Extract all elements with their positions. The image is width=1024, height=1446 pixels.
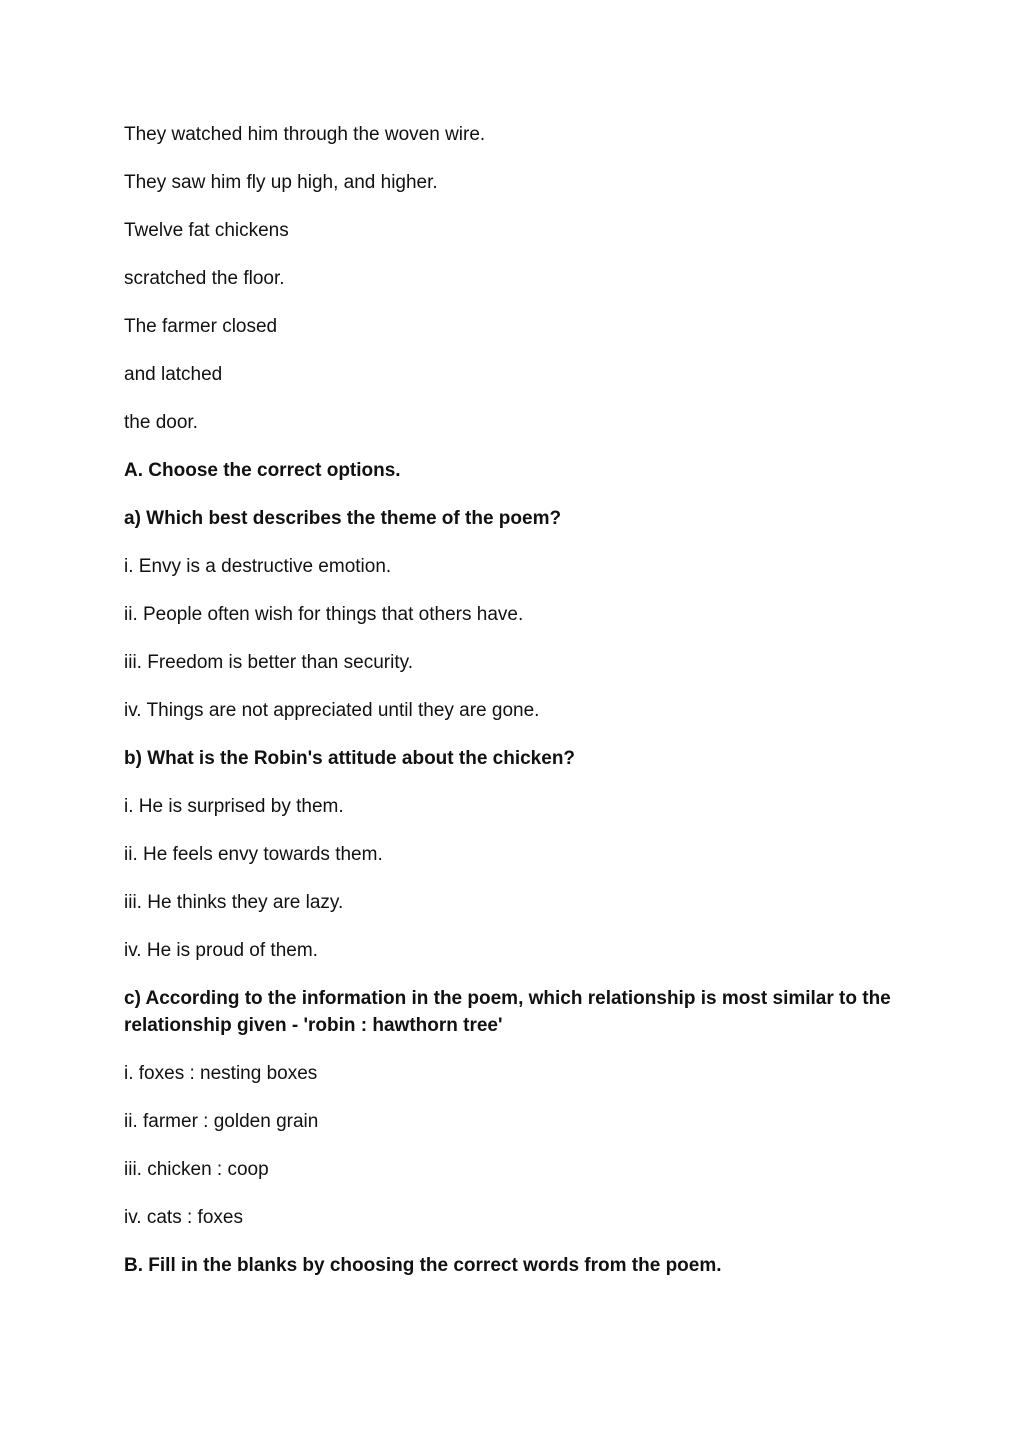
question-prompt: c) According to the information in the poem, which relationship is most similar to the relationship given - 'robin : hawthorn tree' — [124, 988, 891, 1036]
poem-line: They saw him fly up high, and higher. — [124, 172, 438, 193]
answer-option: i. He is surprised by them. — [124, 796, 344, 817]
answer-option: iii. Freedom is better than security. — [124, 652, 413, 673]
poem-line: The farmer closed — [124, 316, 278, 337]
question-prompt: a) Which best describes the theme of the poem? — [124, 508, 562, 529]
question-b — [124, 745, 914, 964]
poem-line: Twelve fat chickens — [124, 220, 289, 241]
answer-option: i. Envy is a destructive emotion. — [124, 556, 392, 577]
poem-excerpt — [124, 121, 914, 436]
answer-option: iii. chicken : coop — [124, 1159, 269, 1180]
answer-option: ii. He feels envy towards them. — [124, 844, 383, 865]
section-a — [124, 457, 914, 1231]
section-b — [124, 1252, 914, 1279]
answer-option: iv. cats : foxes — [124, 1207, 243, 1228]
section-a-heading: A. Choose the correct options. — [124, 460, 401, 481]
poem-line: the door. — [124, 412, 198, 433]
answer-option: iv. Things are not appreciated until they are gone. — [124, 700, 540, 721]
answer-option: ii. farmer : golden grain — [124, 1111, 319, 1132]
answer-option: iii. He thinks they are lazy. — [124, 892, 344, 913]
poem-line: scratched the floor. — [124, 268, 285, 289]
answer-option: iv. He is proud of them. — [124, 940, 318, 961]
poem-line: and latched — [124, 364, 223, 385]
section-b-heading: B. Fill in the blanks by choosing the correct words from the poem. — [124, 1255, 722, 1276]
poem-line: They watched him through the woven wire. — [124, 124, 486, 145]
answer-option: ii. People often wish for things that others have. — [124, 604, 524, 625]
question-c — [124, 985, 914, 1231]
question-prompt: b) What is the Robin's attitude about the chicken? — [124, 748, 576, 769]
question-a — [124, 505, 914, 724]
answer-option: i. foxes : nesting boxes — [124, 1063, 318, 1084]
document-page — [124, 121, 914, 1300]
